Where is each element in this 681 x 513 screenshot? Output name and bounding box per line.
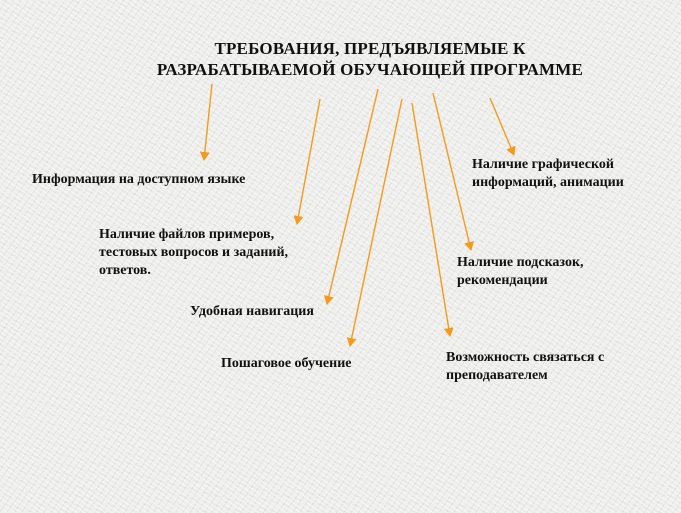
requirement-line: информаций, анимации <box>472 175 624 190</box>
requirement-hints <box>457 254 584 290</box>
requirement-line: Пошаговое обучение <box>221 356 352 371</box>
requirement-graphics <box>472 156 624 192</box>
requirement-line: Наличие подсказок, <box>457 255 584 270</box>
requirement-line: Наличие файлов примеров, <box>99 227 275 242</box>
diagram-title-line-1: ТРЕБОВАНИЯ, ПРЕДЪЯВЛЯЕМЫЕ К <box>214 39 526 58</box>
diagram-title-line-2: РАЗРАБАТЫВАЕМОЙ ОБУЧАЮЩЕЙ ПРОГРАММЕ <box>156 60 584 79</box>
requirement-line: преподавателем <box>446 368 548 383</box>
arrow-to-example-files <box>297 99 320 224</box>
requirement-line: Информация на доступном языке <box>32 172 246 187</box>
arrow-to-graphics <box>490 98 514 155</box>
arrow-to-navigation <box>327 89 378 304</box>
requirement-line: Наличие графической <box>472 157 614 172</box>
requirement-line: ответов. <box>99 263 151 278</box>
arrow-to-step-learning <box>350 99 402 346</box>
requirement-line: рекомендации <box>457 273 548 288</box>
requirement-accessible-language <box>32 171 245 189</box>
requirement-step-learning <box>221 355 351 373</box>
requirement-line: Возможность связаться с <box>446 350 605 365</box>
requirement-example-files <box>99 226 288 280</box>
arrow-to-hints <box>433 93 471 250</box>
requirement-navigation <box>190 303 314 321</box>
requirement-contact-teacher <box>446 349 604 385</box>
arrow-to-accessible-language <box>204 84 212 160</box>
requirement-line: тестовых вопросов и заданий, <box>99 245 289 260</box>
requirement-line: Удобная навигация <box>190 304 314 319</box>
